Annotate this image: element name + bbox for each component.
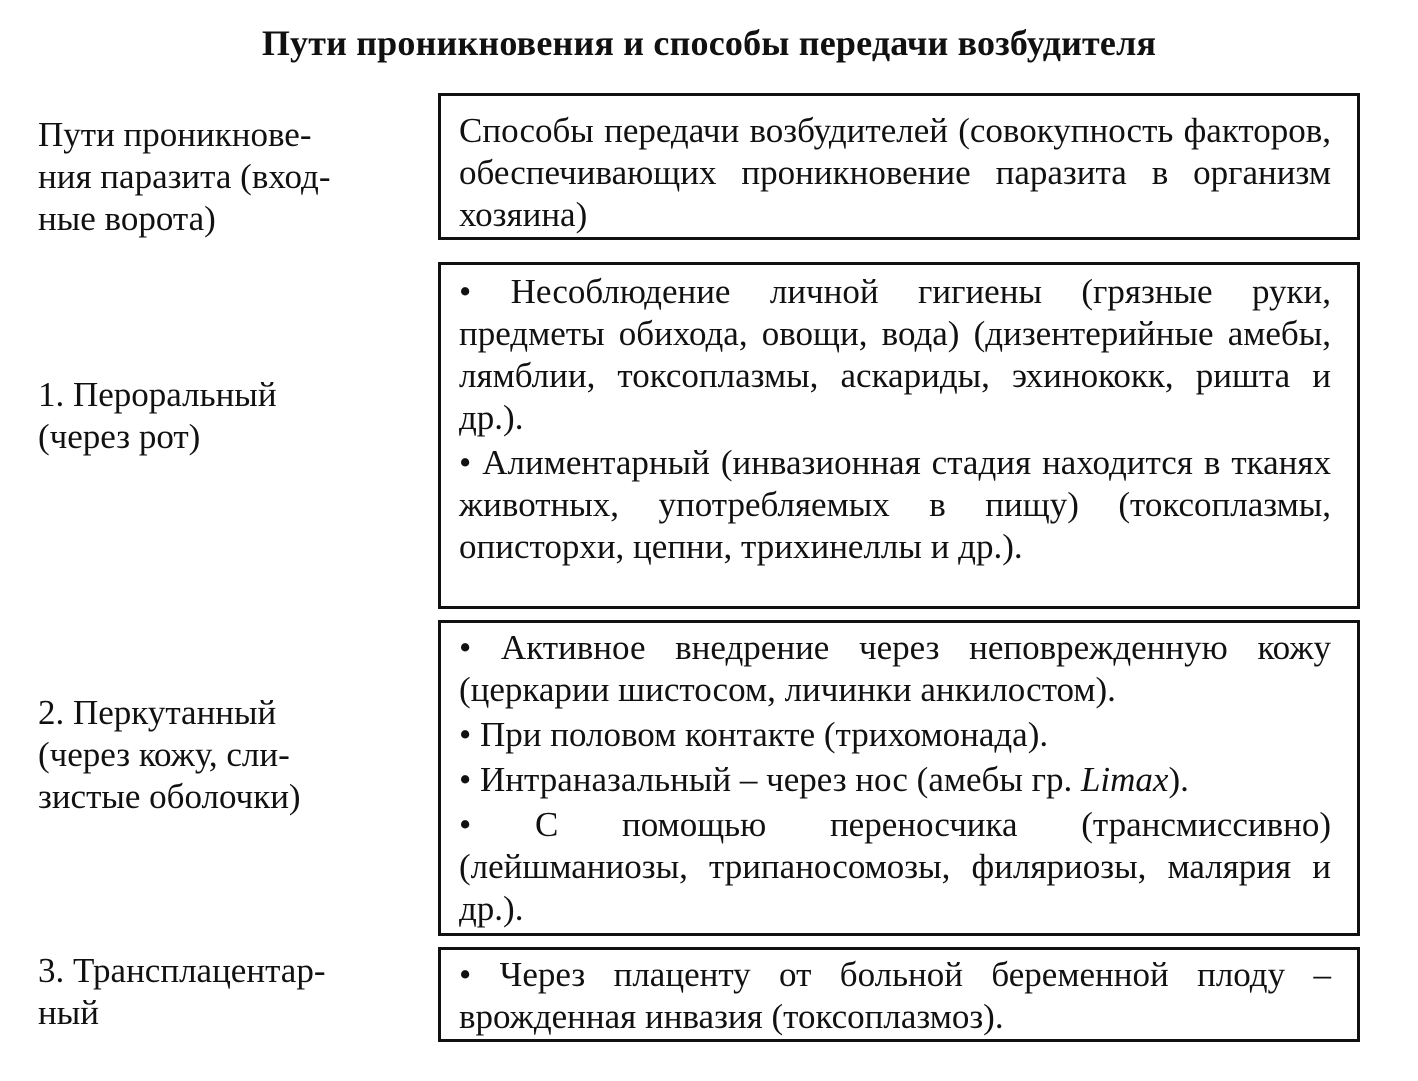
page-title: Пути проникновения и способы передачи возбудителя <box>261 23 1157 63</box>
row-3-box <box>438 947 1360 1042</box>
row-1-item-2: • Алиментарный (инвазионная стадия находится в тканях животных, употребляемых в пищу) (токсоплазмы, описторхи, цепни, трихинеллы и др.). <box>459 443 1331 566</box>
row-2-item-3-before: • Интраназальный – через нос (амебы гр. <box>459 760 1081 799</box>
row-2-item-2: • При половом контакте (трихомонада). <box>459 715 1049 754</box>
row-1-item-1: • Несоблюдение личной гигиены (грязные руки, предметы обихода, овощи, вода) (дизентерийные амебы, лямблии, токсоплазмы, аскариды, эхинококк, ришта и др.). <box>459 272 1331 437</box>
row-2-item-3-after: ). <box>1168 760 1189 799</box>
header-right-box <box>438 93 1360 240</box>
row-2-item-1: • Активное внедрение через неповрежденную кожу (церкарии шистосом, личинки анкилостом). <box>459 628 1331 709</box>
row-1-box <box>438 262 1360 609</box>
row-3-label: 3. Трансплацентар- ный <box>38 951 326 1032</box>
header-left-label: Пути проникнове- ния паразита (вход- ные ворота) <box>38 115 331 238</box>
row-3-item-1: • Через плаценту от больной беременной плоду – врожденная инвазия (токсоплазмоз). <box>459 955 1331 1036</box>
row-2-label: 2. Перкутанный (через кожу, сли- зистые оболочки) <box>38 693 301 816</box>
row-2-item-3-italic: Limax <box>1080 760 1169 799</box>
row-1-label: 1. Пероральный (через рот) <box>38 375 277 456</box>
row-2-box <box>438 620 1360 936</box>
header-right-text: Способы передачи возбудителей (совокупность факторов, обеспечивающих проникновение паразита в организм хозяина) <box>459 111 1331 234</box>
row-2-item-4: • С помощью переносчика (трансмиссивно) (лейшманиозы, трипаносомозы, филяриозы, малярия и др.). <box>459 805 1331 928</box>
row-2-item-3 <box>459 759 1331 801</box>
